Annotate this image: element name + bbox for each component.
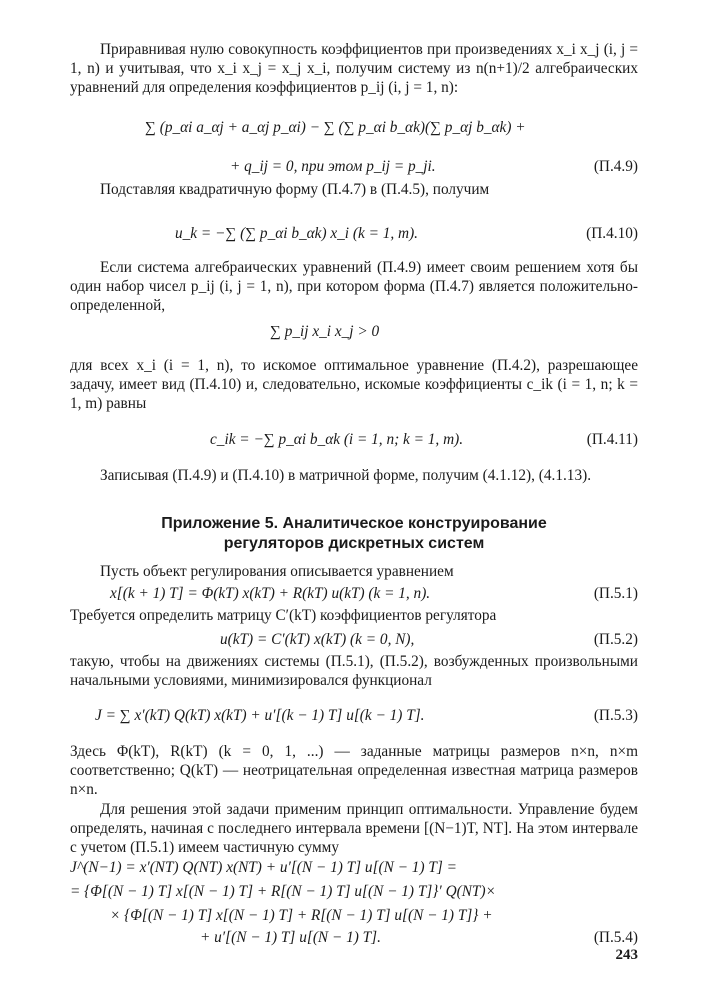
equation-number: (П.5.3) bbox=[593, 707, 638, 724]
page-number: 243 bbox=[615, 947, 638, 963]
equation-text: + u′[(N − 1) T] u[(N − 1) T]. bbox=[200, 929, 381, 946]
paragraph-condition bbox=[70, 258, 638, 315]
equation-p4-10 bbox=[70, 214, 638, 254]
equation-number: (П.4.9) bbox=[593, 158, 638, 175]
paragraph-matrix-form bbox=[70, 466, 638, 485]
equation-p5-4-line1 bbox=[70, 858, 638, 884]
equation-p4-11 bbox=[70, 420, 638, 460]
equation-text: x[(k + 1) T] = Φ(kT) x(kT) + R(kT) u(kT) (k = 1, n). bbox=[110, 585, 431, 602]
paragraph-text: Требуется определить матрицу C′(kT) коэффициентов регулятора bbox=[70, 607, 497, 624]
equation-p5-4-line2 bbox=[70, 882, 638, 908]
paragraph-functional bbox=[70, 652, 638, 690]
equation-number: (П.5.4) bbox=[593, 929, 638, 946]
appendix-heading-line1: Приложение 5. Аналитическое конструирование bbox=[161, 515, 547, 532]
equation-number: (П.4.11) bbox=[586, 431, 638, 448]
paragraph-controller bbox=[70, 606, 638, 625]
equation-text: J = ∑ x′(kT) Q(kT) x(kT) + u′[(k − 1) T] u[(k − 1) T]. bbox=[95, 707, 425, 724]
paragraph-definitions bbox=[70, 742, 638, 799]
equation-positive-form bbox=[70, 312, 638, 352]
equation-p5-4-line4 bbox=[70, 928, 638, 954]
equation-text: = {Φ[(N − 1) T] x[(N − 1) T] + R[(N − 1) T] u[(N − 1) T]}′ Q(NT)× bbox=[70, 883, 496, 900]
paragraph-optimality bbox=[70, 800, 638, 857]
equation-text: ∑ (p_αi a_αj + a_αj p_αi) − ∑ (∑ p_αi b_αk)(∑ p_αj b_αk) + bbox=[145, 119, 526, 136]
equation-p5-3 bbox=[70, 694, 638, 738]
equation-number: (П.5.1) bbox=[593, 585, 638, 602]
paragraph-text: Если система алгебраических уравнений (П.4.9) имеет своим решением хотя бы один набор чисел p_ij (i, j = 1, n), при котором форма (П.4.7) является положительно-определенной, bbox=[70, 259, 638, 314]
equation-text: × {Φ[(N − 1) T] x[(N − 1) T] + R[(N − 1) T] u[(N − 1) T]} + bbox=[110, 907, 493, 924]
paragraph-text: Приравнивая нулю совокупность коэффициентов при произведениях x_i x_j (i, j = 1, n) и учитывая, что x_i x_j = x_j x_i, получим систему из n(n+1)/2 алгебраических уравнений для определения коэффициентов p_ij (i, j = 1, n): bbox=[70, 41, 638, 96]
equation-text: u(kT) = C′(kT) x(kT) (k = 0, N), bbox=[220, 631, 415, 648]
equation-text: J^(N−1) = x′(NT) Q(NT) x(NT) + u′[(N − 1) T] u[(N − 1) T] = bbox=[70, 859, 457, 876]
paragraph-text: Пусть объект регулирования описывается уравнением bbox=[100, 563, 454, 580]
equation-number: (П.4.10) bbox=[586, 225, 638, 242]
equation-text: ∑ p_ij x_i x_j > 0 bbox=[270, 323, 380, 340]
paragraph-text: Здесь Φ(kT), R(kT) (k = 0, 1, ...) — заданные матрицы размеров n×n, n×m соответственно; Q(kT) — неотрицательная определенная известная матрица размеров n×n. bbox=[70, 743, 638, 798]
paragraph-result bbox=[70, 356, 638, 413]
equation-text: c_ik = −∑ p_αi b_αk (i = 1, n; k = 1, m). bbox=[210, 431, 464, 448]
equation-p4-9-line1 bbox=[70, 110, 638, 150]
paragraph-substitution bbox=[70, 180, 638, 199]
paragraph-text: Для решения этой задачи применим принцип оптимальности. Управление будем определять, начиная с последнего интервала времени [(N−1)T, NT]. На этом интервале с учетом (П.5.1) имеем частичную сумму bbox=[70, 801, 638, 856]
equation-p5-2 bbox=[70, 628, 638, 654]
paragraph-intro bbox=[70, 40, 638, 97]
paragraph-text: такую, чтобы на движениях системы (П.5.1), (П.5.2), возбужденных произвольными начальными условиями, минимизировался функционал bbox=[70, 653, 638, 689]
equation-number: (П.5.2) bbox=[593, 631, 638, 648]
paragraph-text: Подставляя квадратичную форму (П.4.7) в (П.4.5), получим bbox=[100, 181, 490, 198]
paragraph-text: Записывая (П.4.9) и (П.4.10) в матричной форме, получим (4.1.12), (4.1.13). bbox=[100, 467, 592, 484]
equation-p5-1 bbox=[70, 582, 638, 608]
paragraph-text: для всех x_i (i = 1, n), то искомое оптимальное уравнение (П.4.2), разрешающее задачу, имеет вид (П.4.10) и, следовательно, искомые коэффициенты c_ik (i = 1, n; k = 1, m) равны bbox=[70, 357, 638, 412]
appendix-heading-line2: регуляторов дискретных систем bbox=[223, 535, 485, 552]
equation-text: + q_ij = 0, при этом p_ij = p_ji. bbox=[230, 158, 436, 175]
equation-text: u_k = −∑ (∑ p_αi b_αk) x_i (k = 1, m). bbox=[175, 225, 418, 242]
paragraph-object bbox=[70, 562, 638, 581]
